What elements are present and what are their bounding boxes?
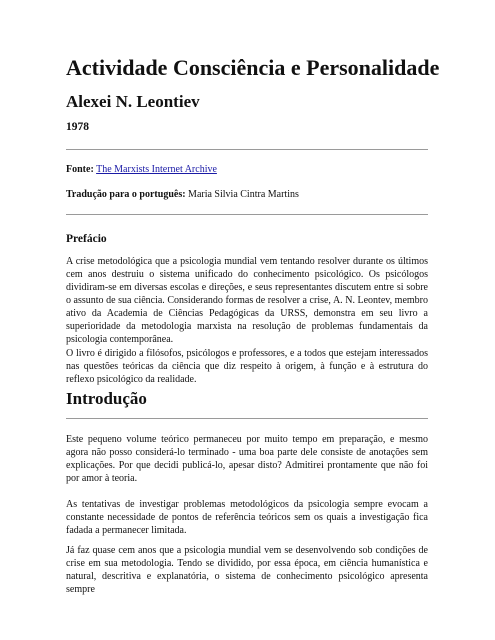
introduction-paragraph: Este pequeno volume teórico permaneceu por muito tempo em preparação, e mesmo agora não posso considerá-lo terminado - uma boa parte dele consiste de anotações sem explicações. Por que decidi publicá-lo, apesar disto? Admitirei prontamente que não foi por amor à teoria. xyxy=(66,434,428,484)
introduction-paragraph: Já faz quase cem anos que a psicologia mundial vem se desenvolvendo sob condições de crise em sua metodologia. Tendo se dividido, por essa época, em ciência humanística e natural, descritiva e explanatória, o sistema de conhecimento psicológico apresenta sempre xyxy=(66,545,428,595)
translation-label: Tradução para o português: xyxy=(66,189,186,200)
preface-paragraph: A crise metodológica que a psicologia mundial vem tentando resolver durante os últimos cem anos destruiu o sistema unificado do conhecimento psicológico. Os psicólogos dividiram-se em diversas escolas e direções, e seus representantes discutem entre si sobre o assunto de sua ciência. Considerando formas de resolver a crise, A. N. Leontev, membro ativo da Academia de Ciências Pedagógicas da URSS, demonstra em seu livro a superioridade da metodologia marxista na resolução de problemas fundamentais da psicologia contemporânea. xyxy=(66,256,428,345)
source-line xyxy=(66,164,217,175)
source-link[interactable]: The Marxists Internet Archive xyxy=(96,164,217,175)
translator-name: Maria Silvia Cintra Martins xyxy=(188,189,299,200)
source-label: Fonte: xyxy=(66,164,94,175)
author-name: Alexei N. Leontiev xyxy=(66,92,200,111)
preface-heading: Prefácio xyxy=(66,233,107,245)
translation-line xyxy=(66,189,299,200)
publication-year: 1978 xyxy=(66,121,89,133)
introduction-paragraph: As tentativas de investigar problemas metodológicos da psicologia sempre evocam a constante necessidade de pontos de referência teóricos sem os quais a investigação fica fadada a permanecer limitada. xyxy=(66,499,428,536)
divider xyxy=(66,149,428,150)
preface-paragraph: O livro é dirigido a filósofos, psicólogos e professores, e a todos que estejam interessados nas questões teóricas da ciência que diz respeito à origem, à função e à estrutura do reflexo psicológico da realidade. xyxy=(66,348,428,385)
divider xyxy=(66,214,428,215)
introduction-heading: Introdução xyxy=(66,389,147,408)
divider xyxy=(66,418,428,419)
document-title: Actividade Consciência e Personalidade xyxy=(66,55,440,80)
